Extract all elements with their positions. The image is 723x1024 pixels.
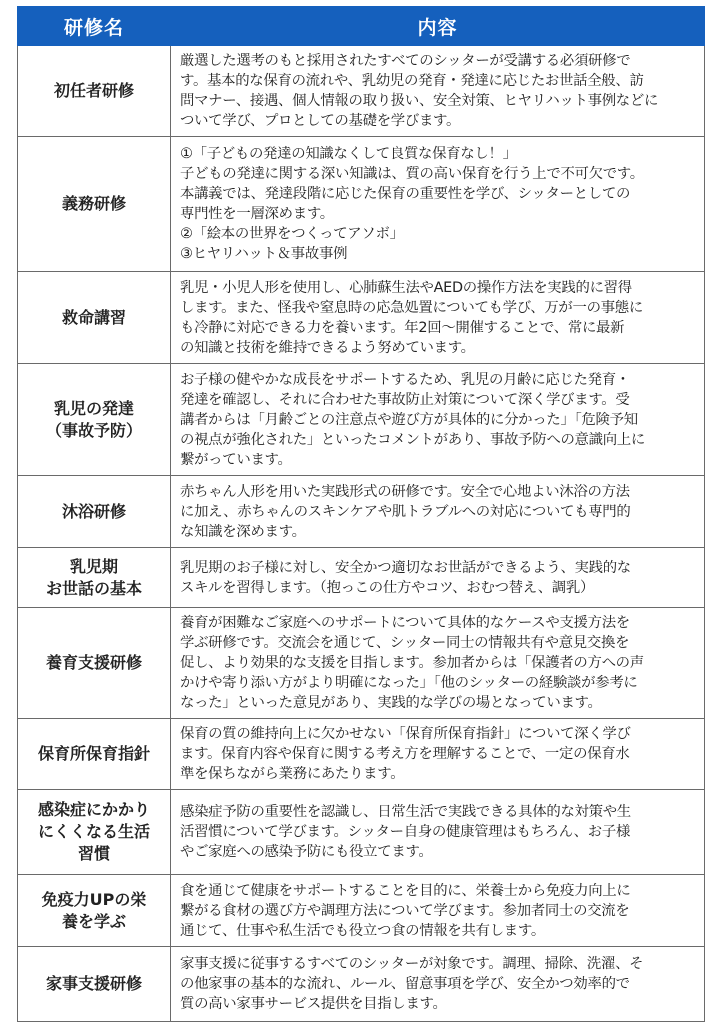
table-row: [18, 719, 705, 790]
description-line: 質の高い家事サービス提供を目指します。: [180, 996, 447, 1012]
description-line: 赤ちゃん人形を用いた実践形式の研修です。安全で心地よい沐浴の方法: [180, 483, 630, 500]
description-line: 乳児・小児人形を使用し、心肺蘇生法やAEDの操作方法を実践的に習得: [180, 279, 632, 296]
table-row: [18, 790, 705, 875]
description-line: スキルを習得します。（抱っこの仕方やコツ、おむつ替え、調乳）: [180, 579, 595, 596]
description-line: 乳児期のお子様に対し、安全かつ適切なお世話ができるよう、実践的な: [180, 559, 631, 576]
training-name: 免疫力UPの栄 養を学ぶ: [41, 889, 147, 931]
table-row: [18, 947, 705, 1022]
table-row: [18, 548, 705, 608]
training-name: 家事支援研修: [45, 974, 142, 993]
description-line: ついて学び、プロとしての基礎を学びます。: [180, 113, 461, 129]
description-line: 学ぶ研修です。交流会を通じて、シッター同士の情報共有や意見交換を: [180, 635, 630, 651]
description-line: 通じて、仕事や私生活でも役立つ食の情報を共有します。: [180, 922, 545, 939]
training-name: 乳児期 お世話の基本: [45, 556, 142, 598]
description-line: の知識と技術を維持できるよう努めています。: [180, 339, 475, 356]
description-line: 保育の質の維持向上に欠かせない「保育所保育指針」について深く学び: [180, 726, 631, 742]
description-line: 準を保ちながら業務にあたります。: [180, 766, 405, 782]
description-line: 専門性を一層深めます。: [180, 206, 334, 222]
description-line: 繋がっています。: [180, 451, 292, 468]
description-line: やご家庭への感染予防にも役立てます。: [180, 844, 433, 860]
table-row: [18, 272, 705, 364]
training-description-cell: [171, 272, 705, 364]
table-row: [18, 608, 705, 719]
description-line: 食を通じて健康をサポートすることを目的に、栄養士から免疫力向上に: [180, 882, 631, 899]
training-name-cell: [18, 875, 171, 947]
table-row: [18, 476, 705, 548]
description-line: ます。保育内容や保育に関する考え方を理解することで、一定の保育水: [180, 746, 630, 762]
training-name-cell: [18, 272, 171, 364]
training-name: 義務研修: [61, 194, 126, 213]
training-name-cell: [18, 608, 171, 719]
training-name: 乳児の発達 （事故予防）: [45, 398, 142, 440]
description-line: 本講義では、発達段階に応じた保育の重要性を学び、シッターとしての: [180, 186, 631, 202]
training-description-cell: [171, 476, 705, 548]
description-line: なった」といった意見があり、実践的な学びの場となっています。: [180, 695, 602, 711]
description-line: ①「子どもの発達の知識なくして良質な保育なし！」: [180, 146, 517, 162]
training-name: 感染症にかかり にくくなる生活 習慣: [37, 800, 150, 863]
training-name-cell: [18, 719, 171, 790]
training-name: 養育支援研修: [45, 653, 142, 672]
description-line: も冷静に対応できる力を養います。年2回～開催することで、常に最新: [180, 319, 625, 336]
training-description-cell: [171, 608, 705, 719]
description-line: 子どもの発達に関する深い知識は、質の高い保育を行う上で不可欠です。: [180, 166, 644, 182]
table-row: [18, 364, 705, 476]
training-name-cell: [18, 137, 171, 272]
description-line: 講者からは「月齢ごとの注意点や遊び方が具体的に分かった」「危険予知: [180, 411, 638, 428]
training-description-cell: [171, 46, 705, 137]
training-description-cell: [171, 790, 705, 875]
training-description-cell: [171, 947, 705, 1022]
description-line: 活習慣について学びます。シッター自身の健康管理はもちろん、お子様: [180, 824, 631, 840]
description-line: の他家事の基本的な流れ、ルール、留意事項を学び、安全かつ効率的で: [180, 976, 630, 992]
training-name: 初任者研修: [53, 81, 134, 100]
description-line: 感染症予防の重要性を認識し、日常生活で実践できる具体的な対策や生: [180, 804, 631, 820]
training-name-cell: [18, 476, 171, 548]
training-name-cell: [18, 364, 171, 476]
description-line: 繋がる食材の選び方や調理方法について学びます。参加者同士の交流を: [180, 902, 630, 919]
training-name-cell: [18, 790, 171, 875]
table-header-row: [18, 7, 705, 46]
description-line: に加え、赤ちゃんのスキンケアや肌トラブルへの対応についても専門的: [180, 503, 631, 520]
table-row: [18, 46, 705, 137]
description-line: な知識を深めます。: [180, 523, 306, 540]
training-description-cell: [171, 548, 705, 608]
description-line: お子様の健やかな成長をサポートするため、乳児の月齢に応じた発育・: [180, 371, 630, 388]
description-line: 発達を確認し、それに合わせた事故防止対策について深く学びます。受: [180, 391, 630, 408]
training-name: 沐浴研修: [61, 501, 126, 521]
table-row: [18, 875, 705, 947]
description-line: ③ヒヤリハット＆事故事例: [180, 246, 348, 262]
description-line: ②「絵本の世界をつくってアソボ」: [180, 226, 404, 242]
header-content: 内容: [171, 7, 705, 46]
training-table: [17, 6, 705, 1022]
description-line: 問マナー、接遇、個人情報の取り扱い、安全対策、ヒヤリハット事例などに: [180, 93, 659, 109]
description-line: す。基本的な保育の流れや、乳幼児の発育・発達に応じたお世話全般、訪: [180, 73, 644, 89]
description-line: 促し、より効果的な支援を目指します。参加者からは「保護者の方への声: [180, 655, 644, 671]
training-description-cell: [171, 137, 705, 272]
description-line: します。また、怪我や窒息時の応急処置についても学び、万が一の事態に: [180, 299, 643, 316]
training-name-cell: [18, 548, 171, 608]
description-line: 養育が困難なご家庭へのサポートについて具体的なケースや支援方法を: [180, 615, 630, 631]
training-name-cell: [18, 947, 171, 1022]
table-body: [18, 46, 705, 1022]
description-line: 厳選した選考のもと採用されたすべてのシッターが受講する必須研修で: [180, 53, 631, 69]
training-name: 保育所保育指針: [37, 744, 150, 763]
training-table-wrapper: [17, 6, 705, 1022]
description-line: かけや寄り添い方がより明確になった」「他のシッターの経験談が参考に: [180, 675, 638, 691]
description-line: の視点が強化された」といったコメントがあり、事故予防への意識向上に: [180, 431, 645, 448]
training-description-cell: [171, 719, 705, 790]
training-name-cell: [18, 46, 171, 137]
training-description-cell: [171, 364, 705, 476]
training-description-cell: [171, 875, 705, 947]
header-training-name: 研修名: [18, 7, 171, 46]
table-row: [18, 137, 705, 272]
description-line: 家事支援に従事するすべてのシッターが対象です。調理、掃除、洗濯、そ: [180, 956, 644, 972]
training-name: 救命講習: [61, 307, 126, 327]
